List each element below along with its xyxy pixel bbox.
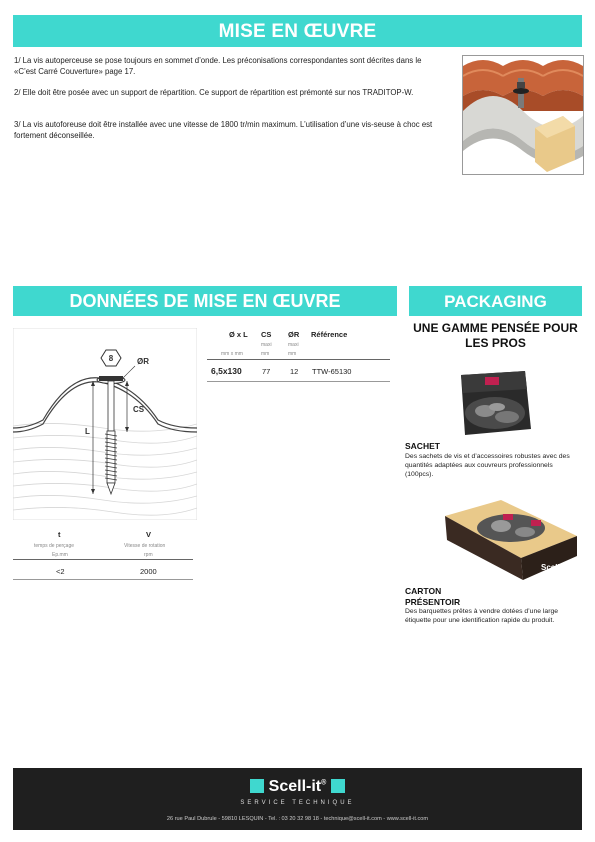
unit-cs-mm: mm [261, 351, 270, 357]
cell-cs: 77 [262, 367, 271, 376]
section-header-donnees [13, 286, 397, 316]
hex-size-label: 8 [108, 354, 114, 363]
unit-t: temps de perçage [34, 543, 75, 549]
logo-square-icon [331, 779, 345, 793]
unit-t2: Ep.mm [52, 552, 68, 558]
sachet-title: SACHET [405, 441, 440, 451]
unit-diameter-length: mm x mm [221, 351, 243, 357]
instruction-2: 2/ Elle doit être posée avec un support de répartition. Ce support de répartition est prémonté sur nos TRADITOP-W. [14, 88, 414, 97]
header-r: ØR [288, 330, 300, 339]
cell-t: <2 [56, 567, 65, 576]
unit-v2: rpm [144, 552, 153, 558]
section-title: DONNÉES DE MISE EN ŒUVRE [69, 291, 341, 311]
footer-logo [13, 778, 582, 796]
table-divider [207, 381, 390, 382]
logo-square-icon [250, 779, 264, 793]
registered-mark: ® [321, 779, 327, 787]
carton-description: Des barquettes prêtes à vendre dotées d’une large étiquette pour une identification rapide du produit. [405, 608, 559, 624]
cell-reference: TTW-65130 [312, 367, 352, 376]
table-divider [207, 359, 390, 360]
brand-name: Scell-it [268, 778, 322, 795]
length-label: L [85, 427, 90, 436]
carton-title-2: PRÉSENTOIR [405, 597, 461, 607]
instruction-3: 3/ La vis autoforeuse doit être installée avec une vitesse de 1800 tr/min maximum. L’utilisation d’une vis-seuse à choc est fortement déconseillée. [14, 120, 433, 140]
header-cs: CS [261, 330, 272, 339]
unit-r: maxi [288, 342, 299, 348]
sachet-image [455, 367, 535, 439]
box-brand-label: Scell-it [541, 563, 568, 572]
header-reference: Référence [311, 330, 348, 339]
section-title: MISE EN ŒUVRE [218, 21, 377, 42]
screw-technical-drawing [13, 328, 197, 520]
packaging-tagline: UNE GAMME PENSÉE POUR LES PROS [413, 321, 578, 350]
carton-title: CARTON [405, 586, 442, 596]
section-header-packaging [409, 286, 582, 316]
footer [13, 768, 582, 830]
roof-installation-photo [462, 55, 584, 175]
cs-label: CS [133, 405, 145, 414]
cell-diameter-length: 6,5x130 [211, 366, 242, 376]
header-v: V [146, 530, 152, 539]
unit-r-mm: mm [288, 351, 297, 357]
section-title: PACKAGING [444, 292, 547, 311]
carton-display-image [441, 496, 581, 582]
table-divider [13, 559, 193, 560]
cell-r: 12 [290, 367, 299, 376]
instruction-1: 1/ La vis autoperceuse se pose toujours en sommet d’onde. Les préconisations correspondantes sont décrites dans le «C’est Carré Couverture» page 17. [14, 56, 422, 76]
washer-diameter-label: ØR [137, 357, 149, 366]
unit-cs: maxi [261, 342, 272, 348]
cell-v: 2000 [140, 567, 157, 576]
table-divider [13, 579, 193, 580]
header-diameter-length: Ø x L [229, 330, 248, 339]
footer-address: 26 rue Paul Dubrule - 59810 LESQUIN - Tel. : 03 20 32 98 18 - technique@scell-it.com - www.scell-it.com [166, 816, 429, 822]
header-t: t [58, 530, 61, 539]
service-technique-label: SERVICE TECHNIQUE [240, 800, 355, 806]
unit-v: Vitesse de rotation [124, 543, 166, 549]
section-header-mise-en-oeuvre [13, 15, 582, 47]
sachet-description: Des sachets de vis et d’accessoires robustes avec des quantités adaptées aux couvreurs professionnels (100pcs). [405, 453, 570, 478]
